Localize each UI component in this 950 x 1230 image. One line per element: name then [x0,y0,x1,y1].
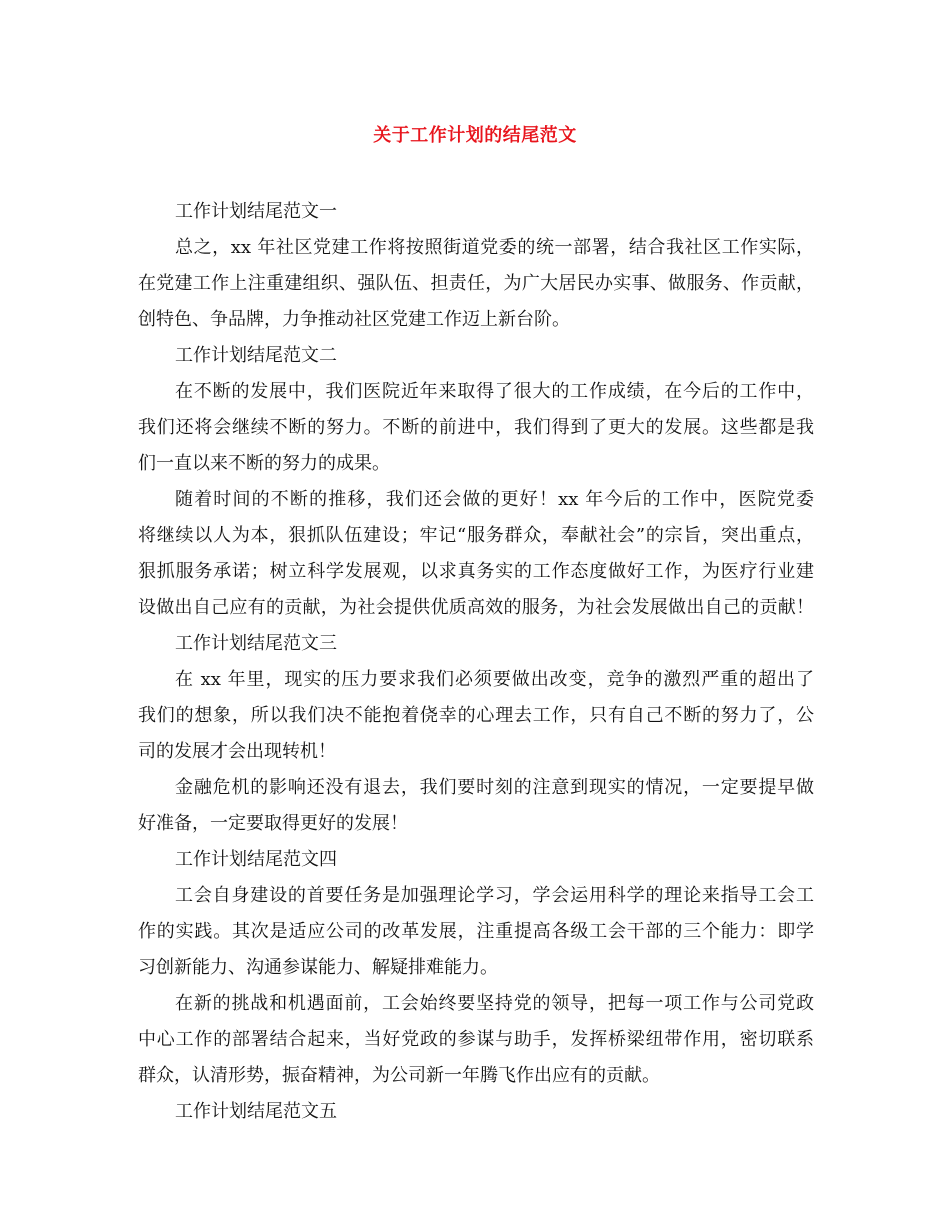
paragraph-line: 狠抓服务承诺；树立科学发展观，以求真务实的工作态度做好工作，为医疗行业建 [138,561,814,582]
document-body [138,194,814,1130]
document-title: 关于工作计划的结尾范文 [373,125,577,146]
paragraph-line: 司的发展才会出现转机！ [138,741,336,762]
paragraph-line: 在新的挑战和机遇面前，工会始终要坚持党的领导，把每一项工作与公司党政 [175,993,814,1014]
paragraph-line: 群众，认清形势，振奋精神，为公司新一年腾飞作出应有的贡献。 [138,1065,660,1086]
paragraph-line: 在不断的发展中，我们医院近年来取得了很大的工作成绩，在今后的工作中， [175,381,814,402]
paragraph-line: 将继续以人为本，狠抓队伍建设；牢记“服务群众，奉献社会”的宗旨，突出重点， [138,525,814,546]
section-heading: 工作计划结尾范文四 [175,849,337,870]
paragraph-line: 我们还将会继续不断的努力。不断的前进中，我们得到了更大的发展。这些都是我 [138,417,814,438]
paragraph-line: 习创新能力、沟通参谋能力、解疑排难能力。 [138,957,498,978]
paragraph-line: 们一直以来不断的努力的成果。 [138,453,390,474]
section-heading: 工作计划结尾范文五 [175,1101,337,1122]
paragraph-line: 创特色、争品牌，力争推动社区党建工作迈上新台阶。 [138,309,570,330]
paragraph-line: 设做出自己应有的贡献，为社会提供优质高效的服务，为社会发展做出自己的贡献！ [138,597,814,618]
paragraph-line: 工会自身建设的首要任务是加强理论学习，学会运用科学的理论来指导工会工 [175,885,814,906]
section-heading: 工作计划结尾范文三 [175,633,337,654]
paragraph-line: 随着时间的不断的推移，我们还会做的更好！xx 年今后的工作中，医院党委 [175,489,814,510]
section-heading: 工作计划结尾范文二 [175,345,337,366]
paragraph-line: 作的实践。其次是适应公司的改革发展，注重提高各级工会干部的三个能力：即学 [138,921,814,942]
paragraph-line: 中心工作的部署结合起来，当好党政的参谋与助手，发挥桥梁纽带作用，密切联系 [138,1029,814,1050]
section-heading: 工作计划结尾范文一 [175,201,337,222]
paragraph-line: 金融危机的影响还没有退去，我们要时刻的注意到现实的情况，一定要提早做 [175,777,814,798]
paragraph-line: 在 xx 年里，现实的压力要求我们必须要做出改变，竞争的激烈严重的超出了 [175,669,814,690]
paragraph-line: 总之，xx 年社区党建工作将按照街道党委的统一部署，结合我社区工作实际， [175,237,814,258]
paragraph-line: 我们的想象，所以我们决不能抱着侥幸的心理去工作，只有自己不断的努力了，公 [138,705,814,726]
paragraph-line: 好准备，一定要取得更好的发展！ [138,813,408,834]
paragraph-line: 在党建工作上注重建组织、强队伍、担责任，为广大居民办实事、做服务、作贡献， [138,273,814,294]
